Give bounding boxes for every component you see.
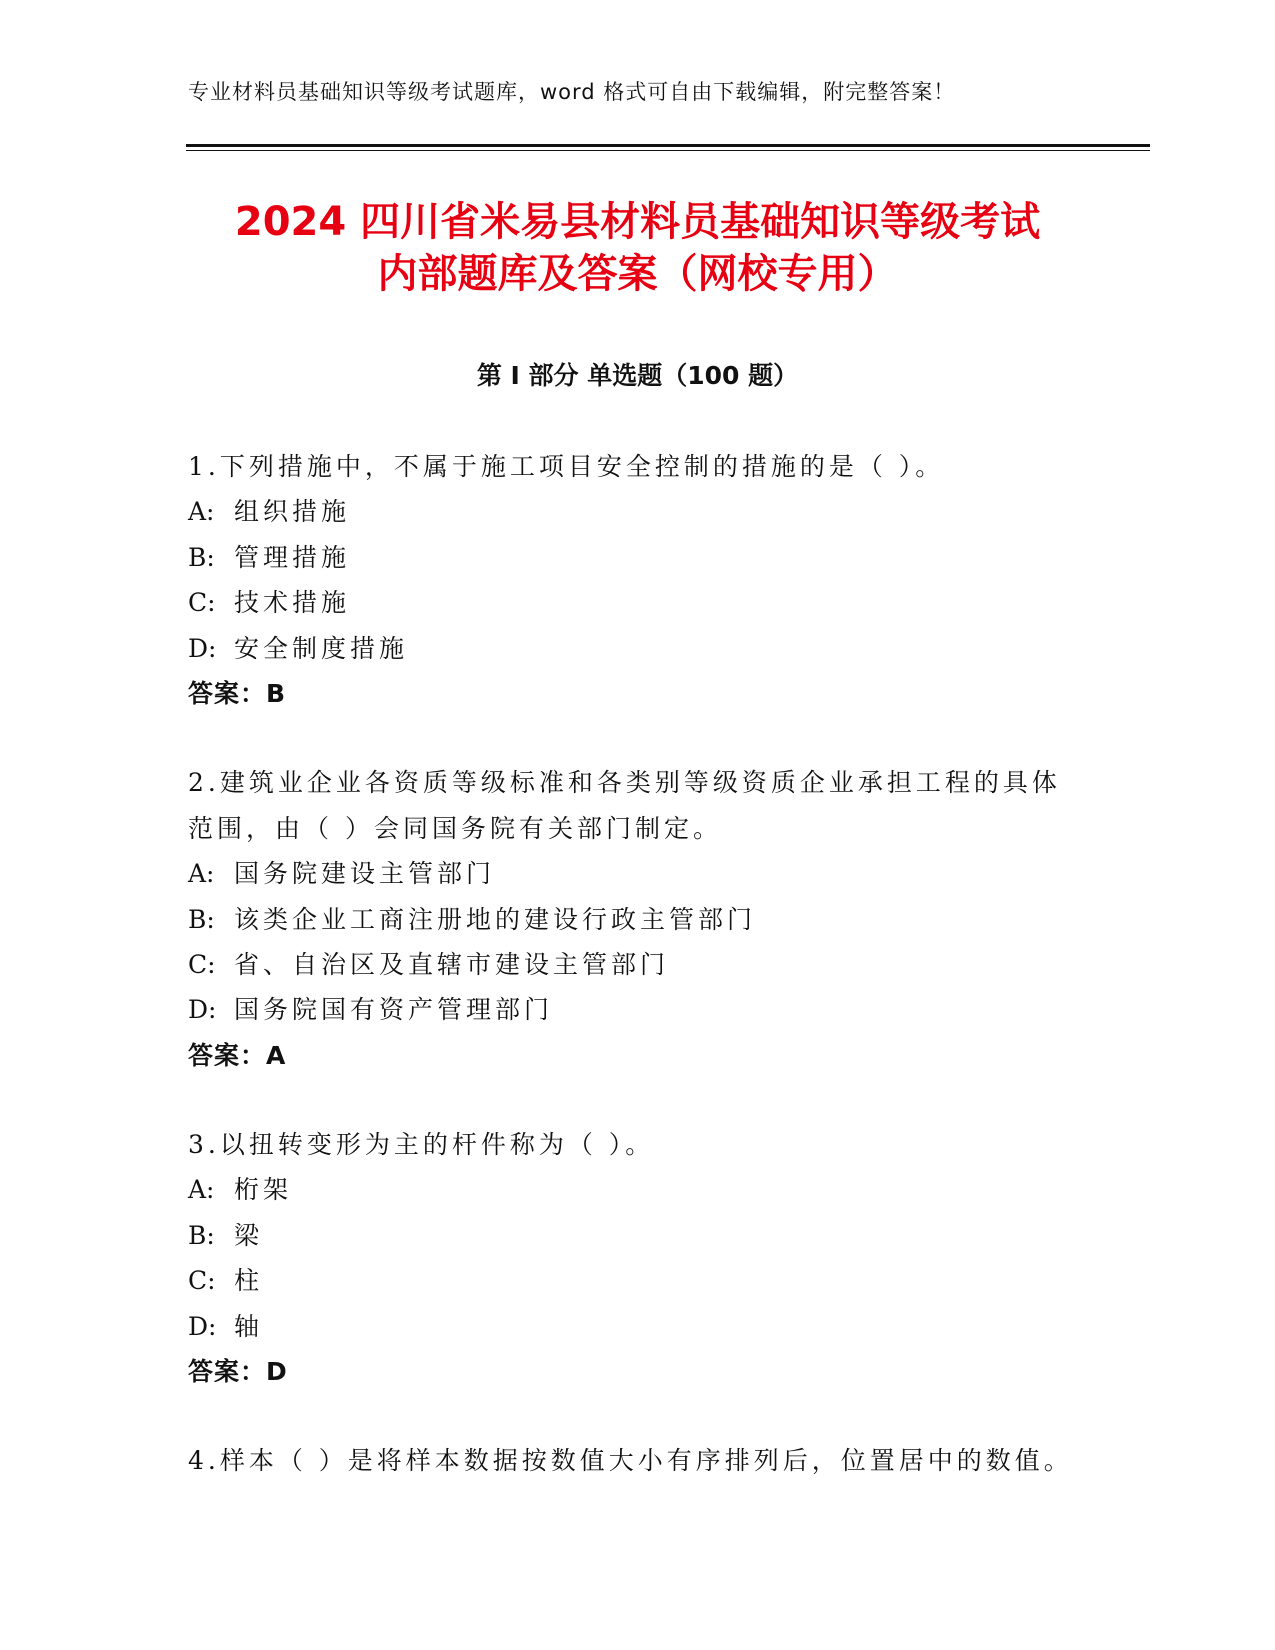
- option-text: 梁: [234, 1220, 264, 1250]
- option-text: 该类企业工商注册地的建设行政主管部门: [234, 904, 757, 934]
- header-rule-thick: [186, 144, 1150, 147]
- option-letter: C:: [188, 588, 216, 618]
- question-spacer: [188, 1394, 1088, 1438]
- option-letter: A:: [188, 859, 215, 889]
- option-text: 桁架: [234, 1175, 293, 1205]
- option-text: 技术措施: [234, 588, 351, 618]
- option-letter: B:: [188, 904, 215, 934]
- option-d: [188, 987, 1088, 1032]
- option-c: [188, 1258, 1088, 1303]
- answer-line: 答案：D: [188, 1357, 288, 1387]
- option-letter: D:: [188, 995, 217, 1025]
- section-heading: 第 I 部分 单选题（100 题）: [476, 361, 799, 390]
- header-note: 专业材料员基础知识等级考试题库，word 格式可自由下载编辑，附完整答案！: [188, 80, 956, 104]
- option-d: [188, 626, 1088, 671]
- question-list: [188, 444, 1088, 1484]
- option-letter: A:: [188, 1175, 215, 1205]
- option-a: [188, 489, 1088, 534]
- document-title-line-2: 内部题库及答案（网校专用）: [377, 251, 898, 297]
- document-title-line-1: 2024 四川省米易县材料员基础知识等级考试: [234, 199, 1041, 245]
- option-letter: A:: [188, 497, 215, 527]
- option-text: 管理措施: [234, 542, 351, 572]
- option-letter: C:: [188, 1266, 216, 1296]
- option-a: [188, 1167, 1088, 1212]
- option-text: 轴: [234, 1311, 264, 1341]
- question-stem: 3.以扭转变形为主的杆件称为（ ）。: [188, 1130, 655, 1160]
- question-stem: 1.下列措施中，不属于施工项目安全控制的措施的是（ ）。: [188, 452, 945, 481]
- option-text: 柱: [234, 1266, 264, 1296]
- question-2: [188, 760, 1088, 1078]
- question-stem-continued: 范围，由（ ）会同国务院有关部门制定。: [188, 813, 722, 843]
- option-letter: B:: [188, 1220, 215, 1250]
- option-d: [188, 1304, 1088, 1349]
- option-c: [188, 942, 1088, 987]
- option-letter: D:: [188, 1311, 217, 1341]
- option-text: 国务院建设主管部门: [234, 859, 496, 889]
- option-letter: B:: [188, 542, 215, 572]
- question-1: [188, 444, 1088, 716]
- question-spacer: [188, 716, 1088, 760]
- option-text: 国务院国有资产管理部门: [234, 995, 554, 1025]
- option-b: [188, 535, 1088, 580]
- option-text: 省、自治区及直辖市建设主管部门: [234, 949, 670, 979]
- option-text: 安全制度措施: [234, 633, 409, 663]
- header-rule-thin: [186, 150, 1150, 151]
- answer-line: 答案：A: [188, 1040, 287, 1070]
- option-b: [188, 1213, 1088, 1258]
- option-letter: D:: [188, 633, 217, 663]
- option-letter: C:: [188, 949, 216, 979]
- answer-line: 答案：B: [188, 678, 287, 708]
- question-stem: 4.样本（ ）是将样本数据按数值大小有序排列后，位置居中的数值。: [188, 1446, 1073, 1476]
- option-a: [188, 851, 1088, 896]
- option-text: 组织措施: [234, 497, 351, 527]
- question-spacer: [188, 1078, 1088, 1122]
- question-stem: 2.建筑业企业各资质等级标准和各类别等级资质企业承担工程的具体: [188, 768, 1061, 798]
- question-3: [188, 1122, 1088, 1394]
- question-4: [188, 1438, 1088, 1483]
- option-b: [188, 897, 1088, 942]
- option-c: [188, 580, 1088, 625]
